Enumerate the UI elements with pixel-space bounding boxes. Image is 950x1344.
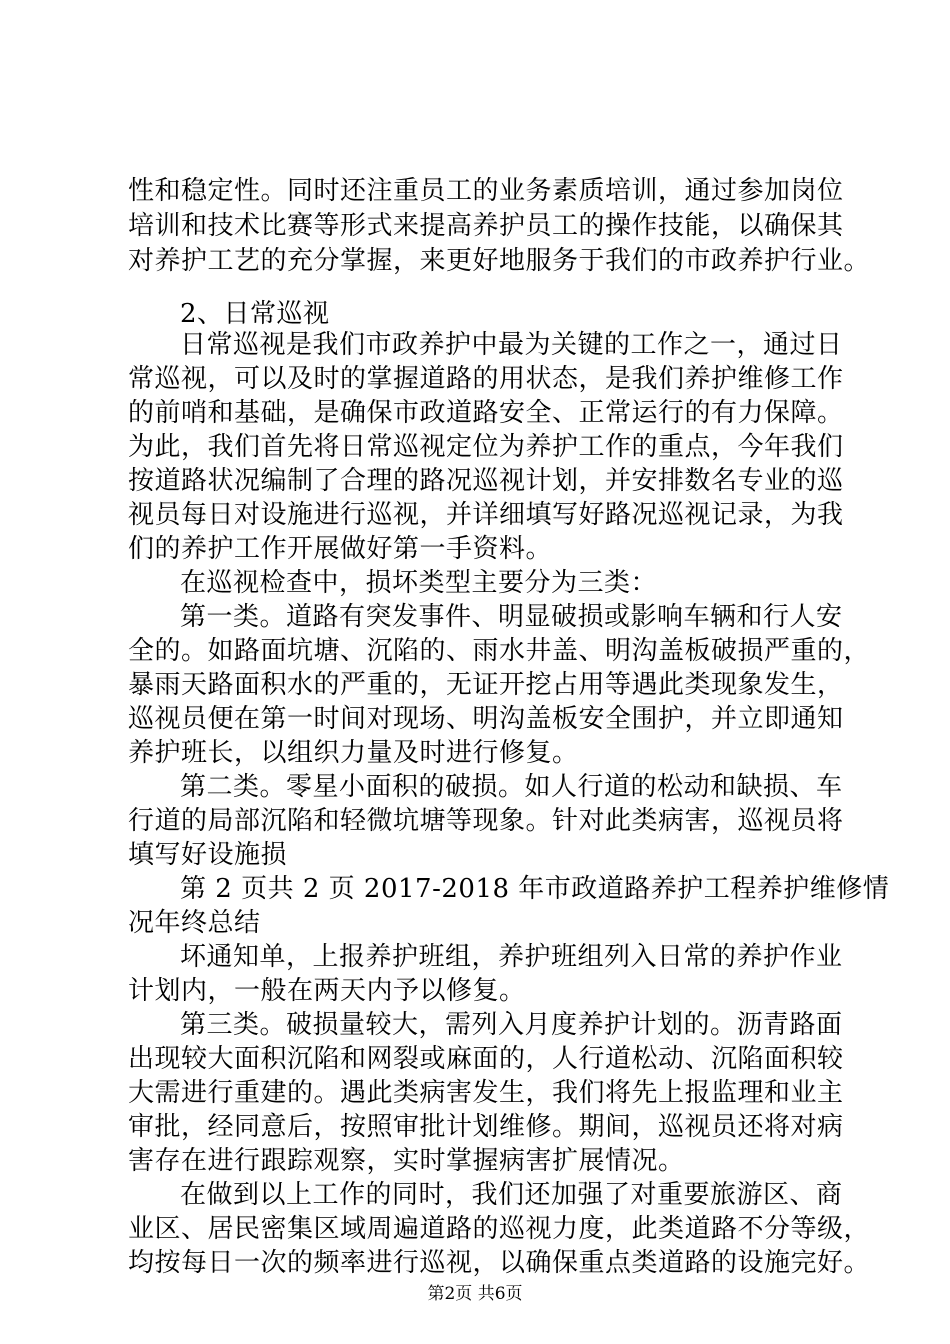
paragraph-line: 填写好设施损	[128, 840, 288, 870]
paragraph-line: 为此，我们首先将日常巡视定位为养护工作的重点，今年我们	[128, 432, 844, 462]
paragraph-line: 的前哨和基础，是确保市政道路安全、正常运行的有力保障。	[128, 398, 844, 428]
paragraph-line: 第三类。破损量较大，需列入月度养护计划的。沥青路面	[180, 1010, 843, 1040]
paragraph-line: 大需进行重建的。遇此类病害发生，我们将先上报监理和业主	[128, 1078, 844, 1108]
paragraph-line: 性和稳定性。同时还注重员工的业务素质培训，通过参加岗位	[128, 176, 844, 206]
paragraph-line: 全的。如路面坑塘、沉陷的、雨水井盖、明沟盖板破损严重的，	[128, 636, 871, 666]
paragraph-line: 出现较大面积沉陷和网裂或麻面的，人行道松动、沉陷面积较	[128, 1044, 844, 1074]
paragraph-line: 在巡视检查中，损坏类型主要分为三类：	[180, 568, 658, 598]
paragraph-line: 况年终总结	[128, 908, 261, 938]
paragraph-line: 坏通知单，上报养护班组，养护班组列入日常的养护作业	[180, 942, 843, 972]
paragraph-line: 在做到以上工作的同时，我们还加强了对重要旅游区、商	[180, 1180, 843, 1210]
paragraph-line: 对养护工艺的充分掌握，来更好地服务于我们的市政养护行业。	[128, 246, 871, 276]
paragraph-line: 害存在进行跟踪观察，实时掌握病害扩展情况。	[128, 1146, 685, 1176]
paragraph-line: 养护班长，以组织力量及时进行修复。	[128, 738, 579, 768]
page-footer: 第2页 共6页	[427, 1284, 523, 1304]
paragraph-line: 按道路状况编制了合理的路况巡视计划，并安排数名专业的巡	[128, 466, 844, 496]
paragraph-line: 业区、居民密集区域周遍道路的巡视力度，此类道路不分等级，	[128, 1214, 871, 1244]
paragraph-line: 巡视员便在第一时间对现场、明沟盖板安全围护，并立即通知	[128, 704, 844, 734]
paragraph-line: 们的养护工作开展做好第一手资料。	[128, 534, 553, 564]
paragraph-line: 行道的局部沉陷和轻微坑塘等现象。针对此类病害，巡视员将	[128, 806, 844, 836]
paragraph-line: 第 2 页共 2 页 2017-2018 年市政道路养护工程养护维修情	[180, 874, 890, 904]
paragraph-line: 培训和技术比赛等形式来提高养护员工的操作技能，以确保其	[128, 211, 844, 241]
paragraph-line: 第一类。道路有突发事件、明显破损或影响车辆和行人安	[180, 602, 843, 632]
paragraph-line: 暴雨天路面积水的严重的，无证开挖占用等遇此类现象发生，	[128, 670, 844, 700]
paragraph-line: 第二类。零星小面积的破损。如人行道的松动和缺损、车	[180, 772, 843, 802]
paragraph-line: 计划内，一般在两天内予以修复。	[128, 976, 526, 1006]
paragraph-line: 均按每日一次的频率进行巡视，以确保重点类道路的设施完好。	[128, 1248, 871, 1278]
paragraph-line: 视员每日对设施进行巡视，并详细填写好路况巡视记录，为我	[128, 500, 844, 530]
section-heading: 2、日常巡视	[180, 299, 330, 329]
paragraph-line: 审批，经同意后，按照审批计划维修。期间，巡视员还将对病	[128, 1112, 844, 1142]
paragraph-line: 常巡视，可以及时的掌握道路的用状态，是我们养护维修工作	[128, 364, 844, 394]
paragraph-line: 日常巡视是我们市政养护中最为关键的工作之一，通过日	[180, 330, 843, 360]
